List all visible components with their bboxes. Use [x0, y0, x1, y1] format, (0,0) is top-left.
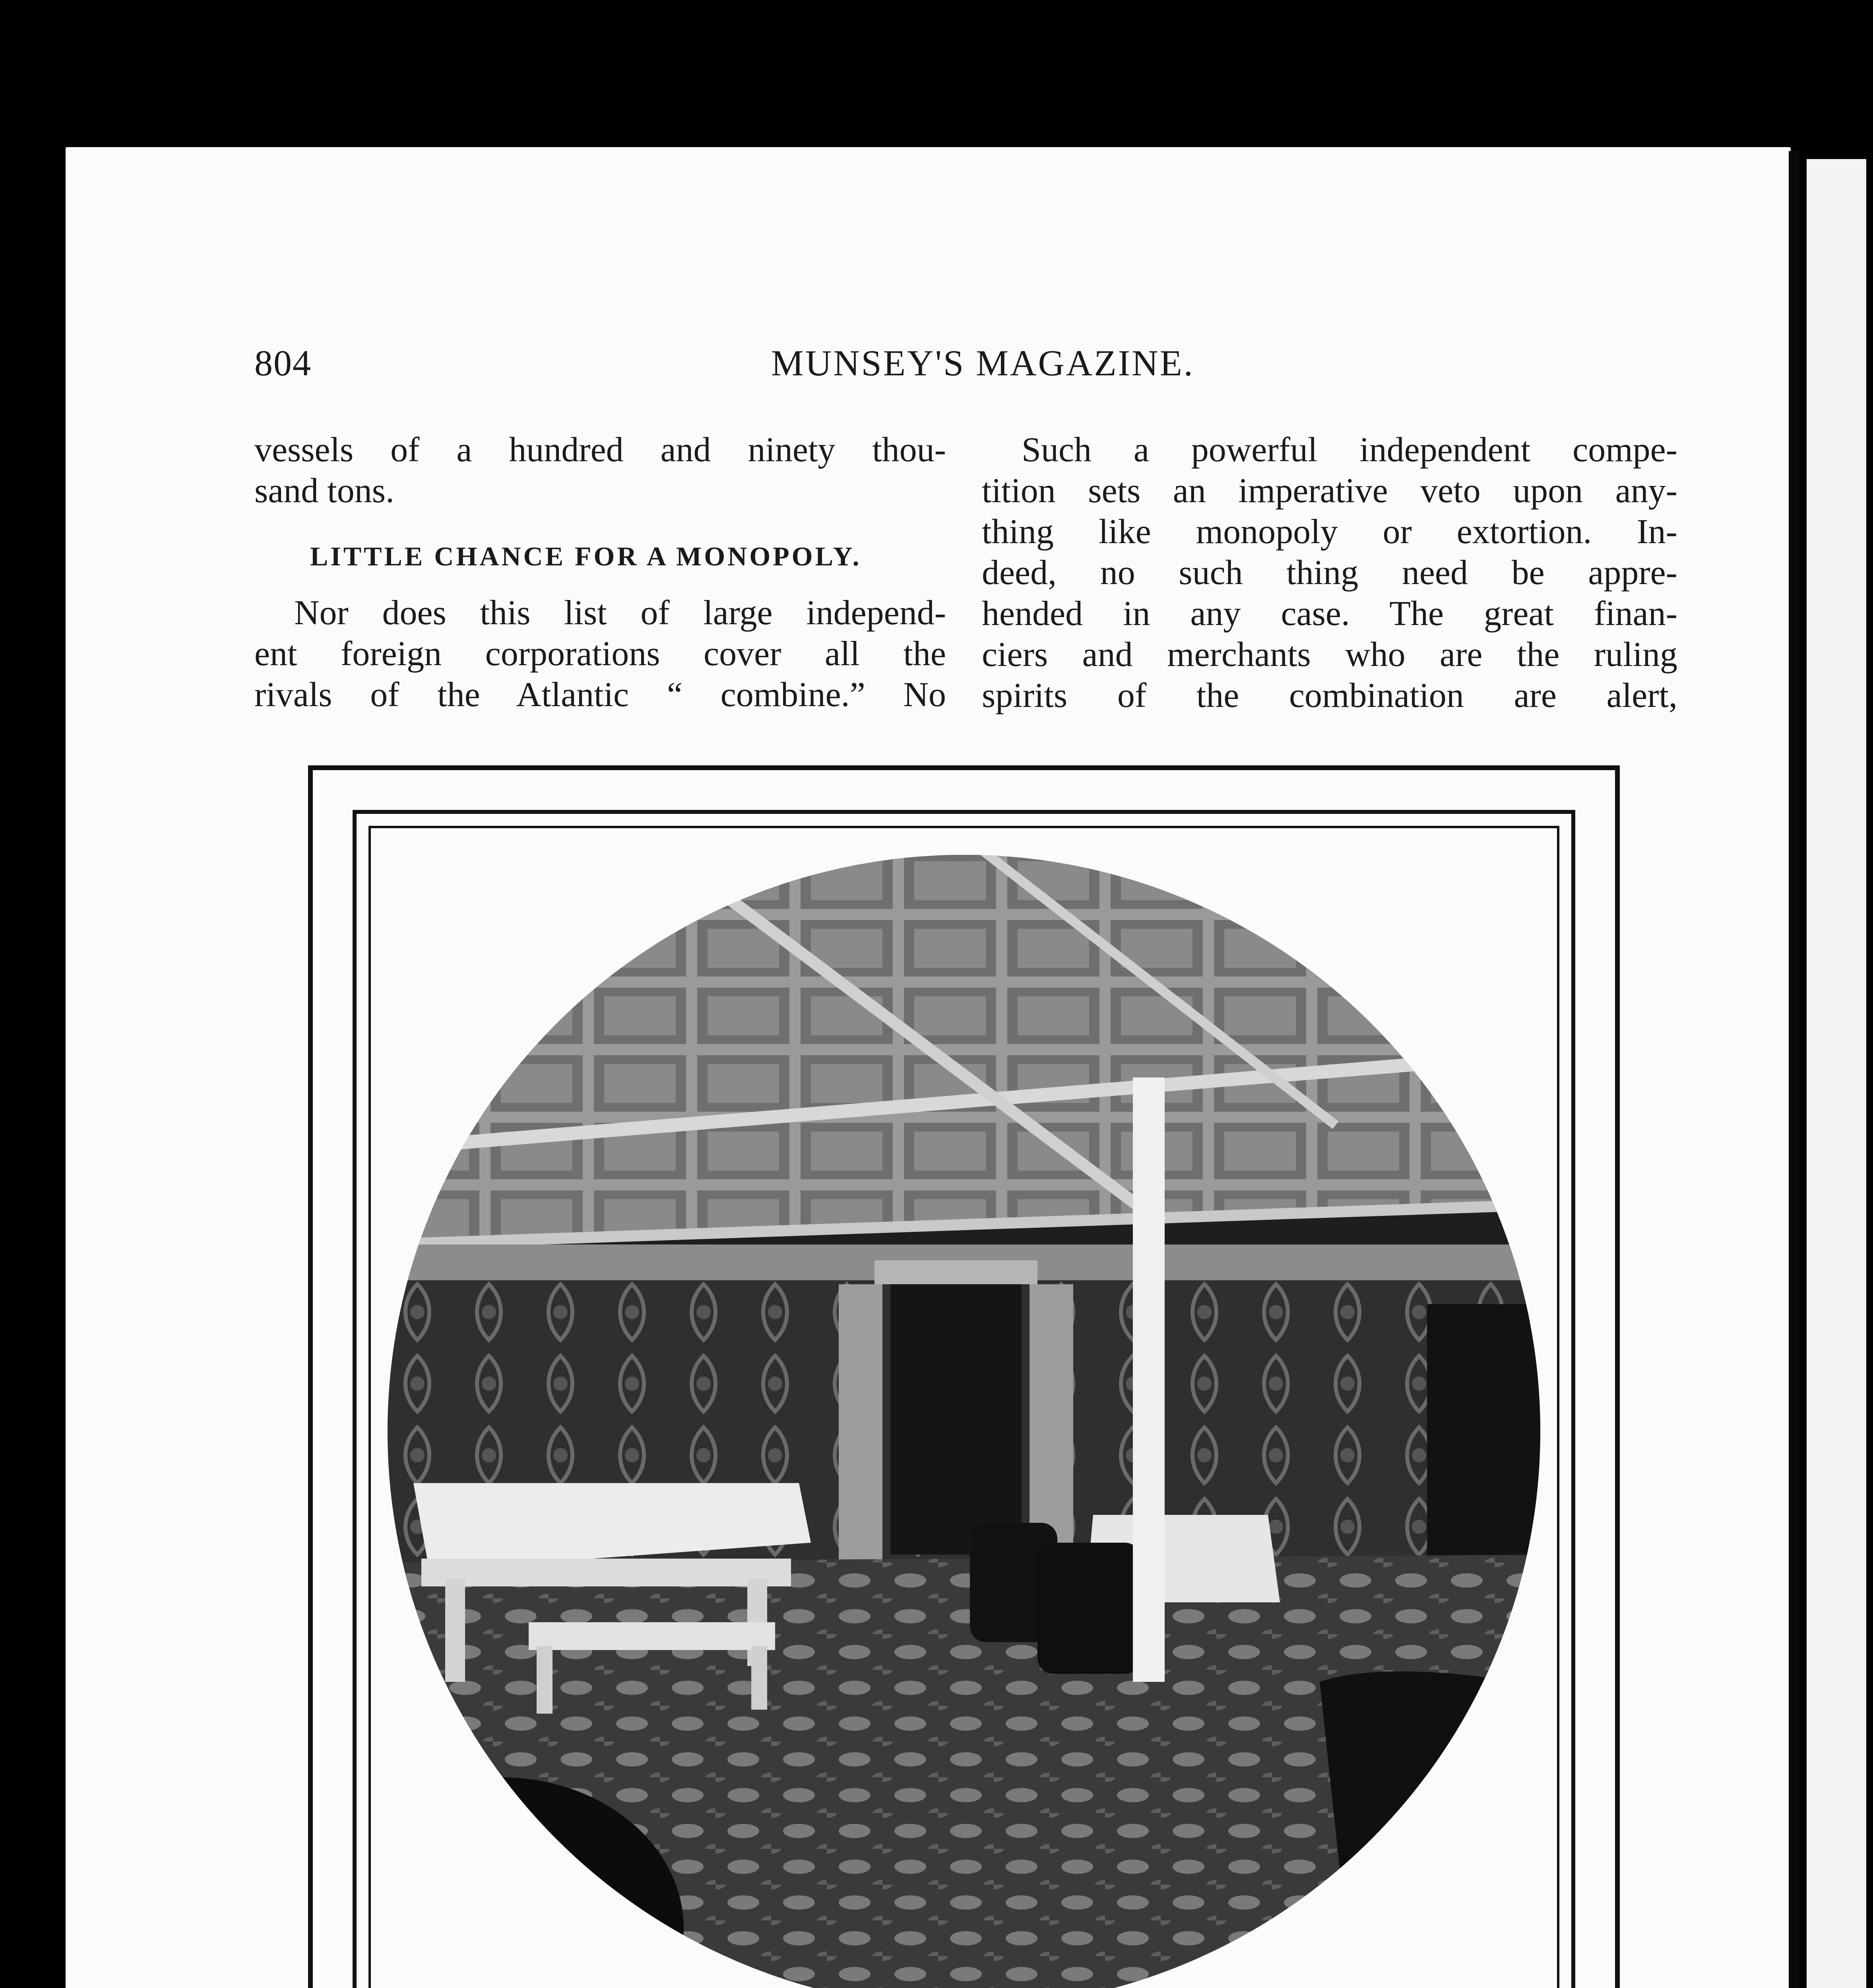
top-left-column	[254, 429, 946, 511]
text-line: spirits of the combination are alert,	[982, 676, 1677, 715]
next-page-edge	[1807, 159, 1866, 1988]
text-line: deed, no such thing need be appre-	[982, 553, 1677, 592]
text-line: rivals of the Atlantic “ combine.” No	[254, 676, 946, 714]
page-gutter-edge	[1789, 151, 1800, 1988]
drawing-room-photo	[382, 847, 1546, 1988]
text-line: tition sets an imperative veto upon any-	[982, 472, 1677, 510]
text-line: hended in any case. The great finan-	[982, 594, 1677, 633]
top-right-column	[982, 429, 1677, 716]
top-left-paragraph	[254, 592, 946, 715]
section-subheading: LITTLE CHANCE FOR A MONOPOLY.	[310, 541, 862, 571]
text-line: vessels of a hundred and ninety thou-	[254, 431, 946, 469]
text-line: sand tons.	[254, 472, 394, 510]
text-line: Such a powerful independent compe-	[1022, 431, 1677, 469]
magazine-title: MUNSEY'S MAGAZINE.	[771, 343, 1194, 383]
text-line: thing like monopoly or extortion. In-	[982, 513, 1677, 551]
text-line: Nor does this list of large independ-	[294, 594, 946, 632]
page-number: 804	[254, 343, 312, 383]
text-line: ent foreign corporations cover all the	[254, 635, 946, 673]
text-line: ciers and merchants who are the ruling	[982, 635, 1677, 674]
